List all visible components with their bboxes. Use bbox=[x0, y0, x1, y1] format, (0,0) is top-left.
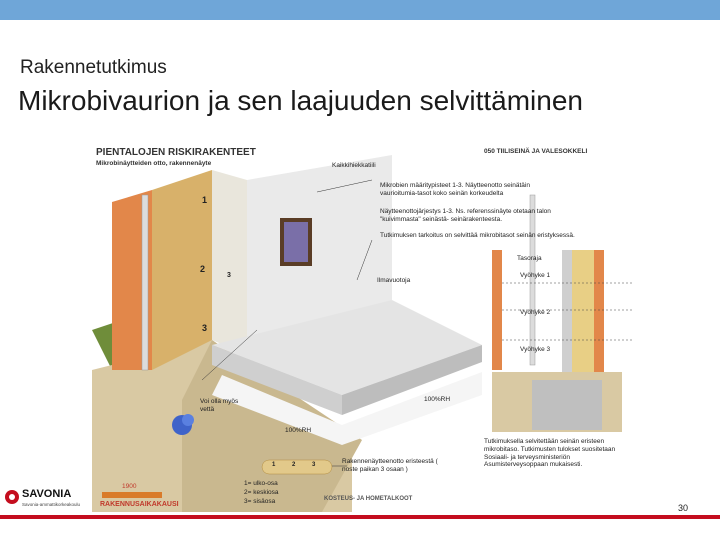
timeline-label: RAKENNUSAIKAKAUSI bbox=[100, 501, 179, 508]
legend-outer: 1= ulko-osa bbox=[244, 480, 278, 487]
label-air-leaks: Ilmavuotoja bbox=[377, 277, 411, 284]
timeline-year: 1900 bbox=[122, 483, 137, 490]
project-label: KOSTEUS- JA HOMETALKOOT bbox=[324, 496, 413, 502]
top-accent-bar bbox=[0, 0, 720, 20]
figure-subheading: Mikrobinäytteiden otto, rakennenäyte bbox=[96, 160, 212, 167]
legend-inner: 3= sisäosa bbox=[244, 498, 276, 505]
label-kaikkihiekkatiili: Kaikkihiekkatiili bbox=[332, 162, 376, 169]
zone-3-label: Vyöhyke 3 bbox=[520, 346, 551, 353]
bottom-note: Tutkimuksella selvitettään seinän eristeen mikrobitaso. Tutkimusten tulokset suositetaan Sosiaali- ja terveysministeriön Asumisterveysoppaan mukaisesti. bbox=[484, 438, 616, 469]
page-number: 30 bbox=[677, 503, 688, 513]
zone-1-label: Vyöhyke 1 bbox=[520, 272, 551, 279]
logo-tagline: Savonia-ammattikorkeakoulu bbox=[22, 502, 81, 507]
point-1-label: 1 bbox=[202, 195, 208, 205]
point-3-label: 3 bbox=[202, 323, 208, 333]
slide-subtitle: Rakennetutkimus bbox=[20, 57, 167, 78]
label-rh-bottom: 100%RH bbox=[285, 427, 312, 434]
zone-2-label: Vyöhyke 2 bbox=[520, 309, 551, 316]
label-structure-sample: Rakennenäytteenotto eristeestä ( noste paikan 3 osaan ) bbox=[342, 458, 438, 473]
figure-heading: PIENTALOJEN RISKIRAKENTEET bbox=[96, 147, 256, 158]
savonia-logo bbox=[2, 486, 87, 516]
legend-middle: 2= keskiosa bbox=[244, 489, 279, 496]
slide-title: Mikrobivaurion ja sen laajuuden selvittäminen bbox=[18, 85, 583, 116]
wall-structure-figure bbox=[92, 140, 640, 512]
label-possible-water: Voi olla myös vettä bbox=[200, 398, 239, 413]
label-tasoraja: Tasoraja bbox=[517, 255, 542, 262]
sample-1-label: 1 bbox=[272, 462, 276, 468]
logo-name: SAVONIA bbox=[22, 488, 72, 500]
sample-3-label: 3 bbox=[312, 462, 316, 468]
brick-inner-wall bbox=[212, 170, 247, 355]
note-measurement-points: Mikrobien määritypisteet 1-3. Näytteenotto seinätäin vaurioitumia-tasot koko seinän korkeudelta bbox=[380, 182, 530, 197]
figure-top-right-heading: 050 TIILISEINÄ JA VALESOKKELI bbox=[484, 148, 588, 155]
note-sampling-order: Näytteenottojärjestys 1-3. Ns. referenssinäyte otetaan talon "kuivimmasta" seinästä- seinärakenteesta. bbox=[380, 208, 551, 223]
sample-2-label: 2 bbox=[292, 462, 296, 468]
label-rh-top: 100%RH bbox=[424, 396, 451, 403]
savonia-emblem-icon bbox=[4, 488, 20, 506]
footer-red-line bbox=[0, 515, 720, 519]
point-2-label: 2 bbox=[200, 264, 206, 274]
point-3-small-label: 3 bbox=[227, 272, 231, 279]
note-study-purpose: Tutkimuksen tarkoitus on selvittää mikrobitasot seinän eristyksessä. bbox=[380, 232, 575, 239]
